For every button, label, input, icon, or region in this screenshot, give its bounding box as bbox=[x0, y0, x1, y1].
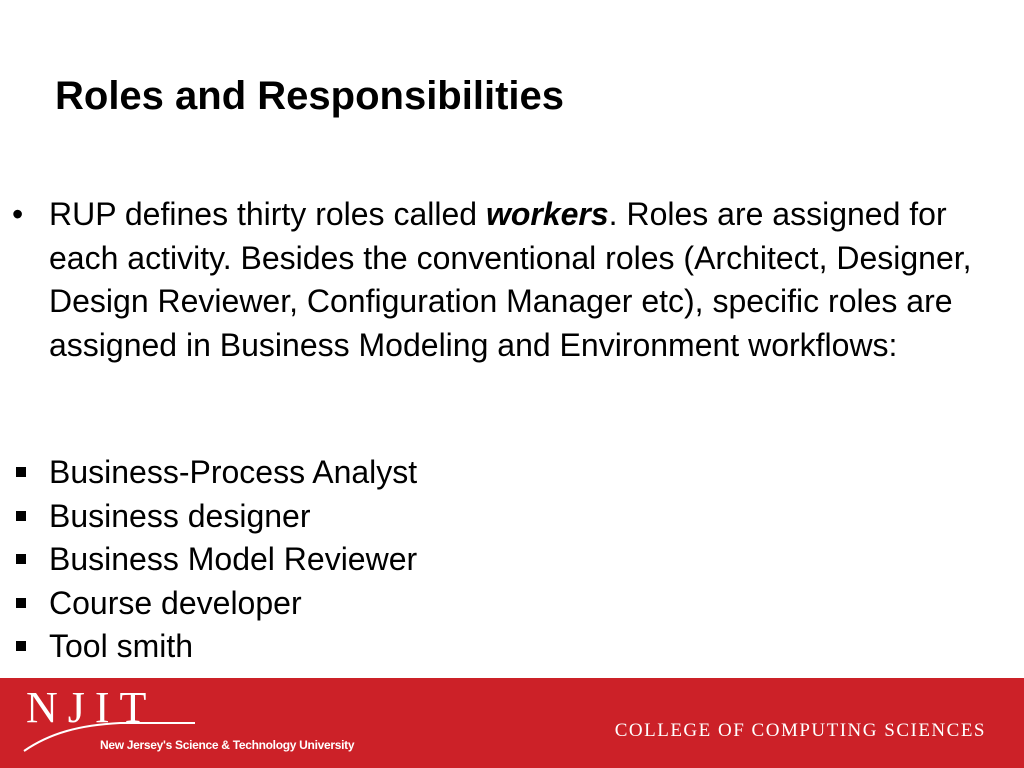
list-item bbox=[49, 582, 417, 626]
role-label: Business Model Reviewer bbox=[49, 541, 418, 577]
njit-logo: NJIT bbox=[26, 683, 157, 732]
round-bullet-icon: • bbox=[12, 196, 24, 232]
intro-text-after: . Roles are assigned for each activity. Besides the conventional roles (Architect, Designer, Design Reviewer, Configuration Manager etc), specific roles are assigned in Business Modeling and Environment workflows: bbox=[49, 196, 972, 363]
intro-text-before: RUP defines thirty roles called bbox=[49, 196, 486, 232]
roles-list bbox=[49, 451, 417, 669]
intro-paragraph bbox=[12, 193, 979, 367]
square-bullet-icon bbox=[16, 641, 26, 651]
list-item bbox=[49, 625, 417, 669]
square-bullet-icon bbox=[16, 467, 26, 477]
role-label: Course developer bbox=[49, 584, 302, 621]
college-name: COLLEGE OF COMPUTING SCIENCES bbox=[614, 720, 986, 741]
role-label: Business designer bbox=[49, 497, 311, 534]
list-item bbox=[49, 538, 417, 582]
role-label: Tool smith bbox=[49, 628, 194, 664]
role-label: Business-Process Analyst bbox=[49, 454, 418, 490]
list-item bbox=[49, 451, 417, 495]
slide-title: Roles and Responsibilities bbox=[55, 74, 565, 118]
intro-emphasis: workers bbox=[485, 196, 609, 232]
square-bullet-icon bbox=[16, 554, 26, 564]
square-bullet-icon bbox=[16, 598, 26, 608]
list-item bbox=[49, 495, 417, 539]
university-tagline: New Jersey's Science & Technology University bbox=[100, 738, 355, 752]
square-bullet-icon bbox=[16, 511, 26, 521]
